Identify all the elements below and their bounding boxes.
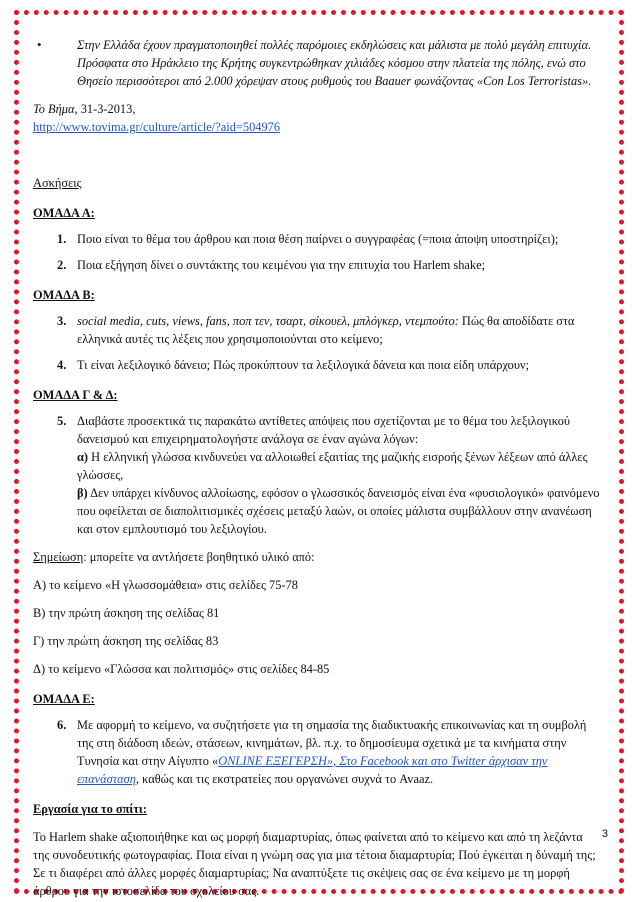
bullet-paragraph [33, 36, 601, 90]
question-number: 5. [57, 414, 67, 428]
note-text: : μπορείτε να αντλήσετε βοηθητικό υλικό από: [83, 550, 315, 564]
homework-title: Εργασία για το σπίτι: [33, 802, 147, 816]
question-number: 2. [57, 258, 67, 272]
reference-list [33, 576, 601, 678]
question-number: 4. [57, 358, 67, 372]
source-publication: Το Βήμα [33, 102, 75, 116]
exercises-heading: Ασκήσεις [33, 176, 82, 190]
note-line [33, 548, 601, 566]
group-cd-title: ΟΜΑΔΑ Γ & Δ: [33, 388, 118, 402]
question-intro: Διαβάστε προσεκτικά τις παρακάτω αντίθετες απόψεις που σχετίζονται με το θέμα του λεξιλογικού δανεισμού και επιχειρηματολογήστε ανάλογα σε έναν αγώνα λόγων: [77, 414, 571, 446]
question-4 [33, 356, 601, 374]
note-label: Σημείωση [33, 550, 84, 564]
option-a-label: α) [77, 450, 89, 464]
question-number: 6. [57, 718, 67, 732]
group-e-title: ΟΜΑΔΑ Ε: [33, 692, 95, 706]
question-number: 1. [57, 232, 67, 246]
reference-item: Γ) την πρώτη άσκηση της σελίδας 83 [33, 634, 219, 648]
question-text: Πώς θα αποδίδατε στα ελληνικά αυτές τις λέξεις που χρησιμοποιούνται στο κείμενο; [77, 314, 575, 346]
question-5 [33, 412, 601, 538]
source-date: , 31-3-2013, [74, 102, 136, 116]
group-a-title: ΟΜΑΔΑ Α: [33, 206, 95, 220]
group-b-title: ΟΜΑΔΑ Β: [33, 288, 95, 302]
option-a-text: Η ελληνική γλώσσα κινδυνεύει να αλλοιωθεί εξαιτίας της μαζικής εισροής ξένων λέξεων από άλλες γλώσσες, [77, 450, 588, 482]
page-content [33, 36, 601, 900]
source-link[interactable]: http://www.tovima.gr/culture/article/?aid=504976 [33, 120, 281, 134]
question-number: 3. [57, 314, 67, 328]
homework-text: Το Harlem shake αξιοποιήθηκε και ως μορφή διαμαρτυρίας, όπως φαίνεται από το κείμενο και από τη λεζάντα της συνοδευτικής φωτογραφίας. Ποια είναι η γνώμη σας για μια τέτοια διαμαρτυρία; Πού έγκειται η δύναμή της; Σε τι διαφέρει από άλλες μορφές διαμαρτυρίας; Να αναπτύξετε τις σκέψεις σας σε ένα κείμενο με τη μορφή άρθρου για την ιστοσελίδα του σχολείου σας. [33, 830, 596, 898]
page-number: 3 [601, 828, 608, 840]
question-text: Με αφορμή το κείμενο, να συζητήσετε για τη σημασία της διαδικτυακής επικοινωνίας και τη συμβολή της στη διάδοση ιδεών, στάσεων, κινημάτων, βλ. π.χ. το δημοσίευμα σχετικά με τα κινήματα στην Τυνησία και στην Αίγυπτο « [77, 718, 587, 768]
article-link[interactable]: ONLINE ΕΞΕΓΕΡΣΗ», Στο Facebook και στο Twitter άρχισαν την επανάσταση [77, 754, 548, 786]
reference-item: Α) το κείμενο «Η γλωσσομάθεια» στις σελίδες 75-78 [33, 578, 298, 592]
question-terms: social media, cuts, views, fans, ποπ τεν, τσαρτ, σίκουελ, μπλόγκερ, ντεμπούτο: [77, 314, 459, 328]
bullet-text: Στην Ελλάδα έχουν πραγματοποιηθεί πολλές παρόμοιες εκδηλώσεις και μάλιστα με πολύ μεγάλη επιτυχία. Πρόσφατα στο Ηράκλειο της Κρήτης συγκεντρώθηκαν χιλιάδες κόσμου στην πλατεία της πόλης, ενώ στο Θησείο περισσότεροι από 2.000 χόρεψαν στους ρυθμούς του Baauer φωνάζοντας «Con Los Terroristas». [77, 38, 592, 88]
option-b-label: β) [77, 486, 88, 500]
question-text-end: , καθώς και τις εκστρατείες που οργανώνει συχνά το Avaaz. [135, 772, 434, 786]
question-3 [33, 312, 601, 348]
option-b-text: Δεν υπάρχει κίνδυνος αλλοίωσης, εφόσον ο γλωσσικός δανεισμός είναι ένα «φυσιολογικό» φαινόμενο που οφείλεται σε διαπολιτισμικές σχέσεις μεταξύ λαών, οι οποίες μάλιστα συμβάλλουν στην ανανέωση και στον εμπλουτισμό του λεξιλογίου. [77, 486, 600, 536]
question-text: Ποιο είναι το θέμα του άρθρου και ποια θέση παίρνει ο συγγραφέας (=ποια άποψη υποστηρίζει); [77, 232, 559, 246]
reference-item: Δ) το κείμενο «Γλώσσα και πολιτισμός» στις σελίδες 84-85 [33, 662, 330, 676]
reference-item: Β) την πρώτη άσκηση της σελίδας 81 [33, 606, 220, 620]
question-1 [33, 230, 601, 248]
question-text: Ποια εξήγηση δίνει ο συντάκτης του κειμένου για την επιτυχία του Harlem shake; [77, 258, 486, 272]
question-text: Τι είναι λεξιλογικό δάνειο; Πώς προκύπτουν τα λεξιλογικά δάνεια και ποια είδη υπάρχουν; [77, 358, 530, 372]
question-6 [33, 716, 601, 788]
source-line [33, 100, 601, 136]
question-2 [33, 256, 601, 274]
bullet-icon: • [37, 37, 42, 52]
